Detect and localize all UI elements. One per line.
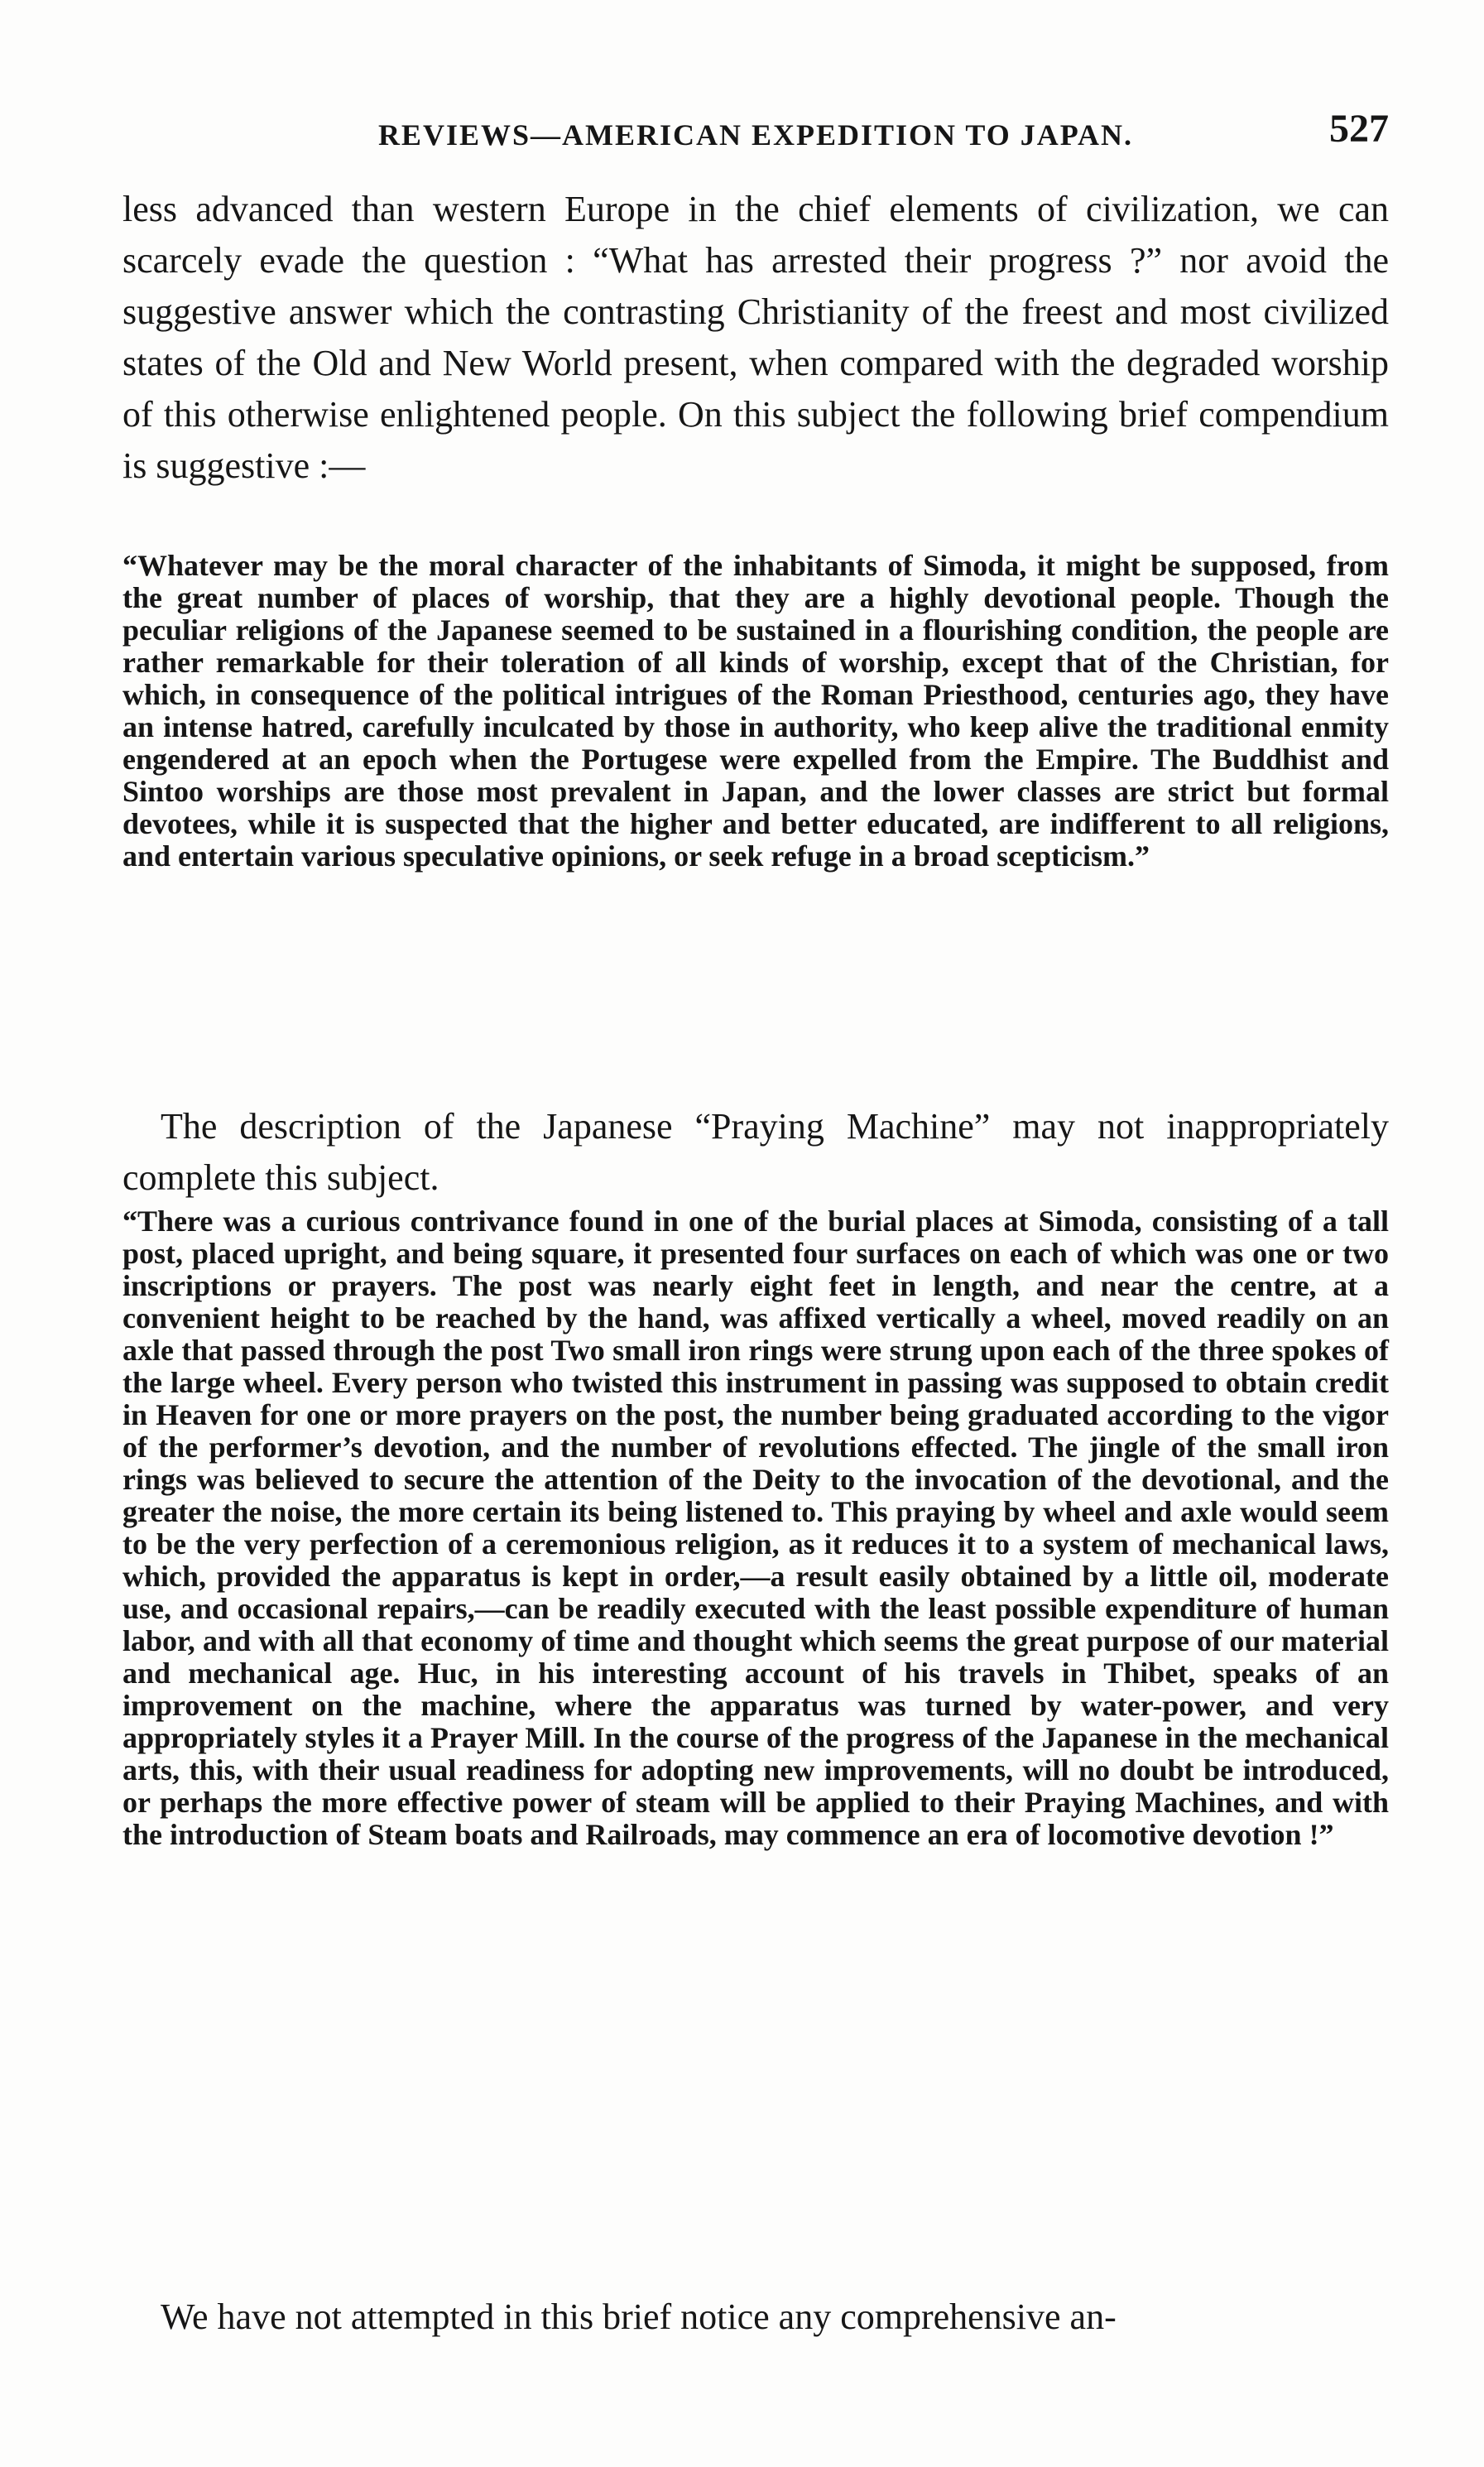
quote-text: “There was a curious contrivance found in one of the burial places at Simoda, consisting of a tall post, placed upright, and being square, it presented four surfaces on each of which was one or two inscriptions or prayers. The post was nearly eight feet in length, and near the centre, at a convenient height to be reached by the hand, was affixed vertically a wheel, moved readily on an axle that passed through the post Two small iron rings were strung upon each of the three spokes of the large wheel. Every person who twisted this instrument in passing was supposed to obtain credit in Heaven for one or more prayers on the post, the number being graduated according to the vigor of the performer’s devotion, and the number of revolutions effected. The jingle of the small iron rings was believed to secure the attention of the Deity to the invocation of the devotional, and the greater the noise, the more certain its being listened to. This praying by wheel and axle would seem to be the very perfection of a ceremonious religion, as it reduces it to a system of mechanical laws, which, provided the apparatus is kept in order,—a result easily obtained by a little oil, moderate use, and occasional repairs,—can be readily executed with the least possible expenditure of human labor, and with all that economy of time and thought which seems the great purpose of our material and mechanical age. Huc, in his interesting account of his travels in Thibet, speaks of an improvement on the machine, where the apparatus was turned by water-power, and very appropriately styles it a Prayer Mill. In the course of the progress of the Japanese in the mechanical arts, this, with their usual readiness for adopting new improvements, will no doubt be introduced, or perhaps the more effective power of steam will be applied to their Praying Machines, and with the introduction of Steam boats and Railroads, may commence an era of locomotive devotion !” <box>122 1205 1389 1851</box>
quote-simoda-inhabitants <box>122 550 1389 873</box>
paragraph-text: less advanced than western Europe in the chief elements of civilization, we can scarcely evade the question : “What has arrested their progress ?” nor avoid the suggestive answer which the contrasting Christianity of the freest and most civilized states of the Old and New World present, when compared with the degraded worship of this otherwise enlightened people. On this subject the following brief compendium is suggestive :— <box>122 189 1389 486</box>
paragraph-closing <box>122 2291 1389 2343</box>
page-number: 527 <box>1329 107 1389 151</box>
quote-text: “Whatever may be the moral character of the inhabitants of Simoda, it might be supposed, from the great number of places of worship, that they are a highly devotional people. Though the peculiar religions of the Japanese seemed to be sustained in a flourishing condition, the people are rather remarkable for their toleration of all kinds of worship, except that of the Christian, for which, in consequence of the political intrigues of the Roman Priesthood, centuries ago, they have an intense hatred, carefully inculcated by those in authority, who keep alive the traditional enmity engendered at an epoch when the Portugese were expelled from the Empire. The Buddhist and Sintoo worships are those most prevalent in Japan, and the lower classes are strict but formal devotees, while it is suspected that the higher and better educated, are indifferent to all religions, and entertain various speculative opinions, or seek refuge in a broad scepticism.” <box>122 549 1389 873</box>
running-title: REVIEWS—AMERICAN EXPEDITION TO JAPAN. <box>377 118 1134 151</box>
paragraph-text: We have not attempted in this brief notice any comprehensive an- <box>161 2296 1117 2337</box>
running-head <box>122 106 1389 156</box>
paragraph-civilization <box>122 184 1389 492</box>
paragraph-praying-machine <box>122 1101 1389 1204</box>
paragraph-text: The description of the Japanese “Praying Machine” may not inappropriately complete this subject. <box>122 1106 1389 1198</box>
quote-prayer-wheel <box>122 1205 1389 1851</box>
